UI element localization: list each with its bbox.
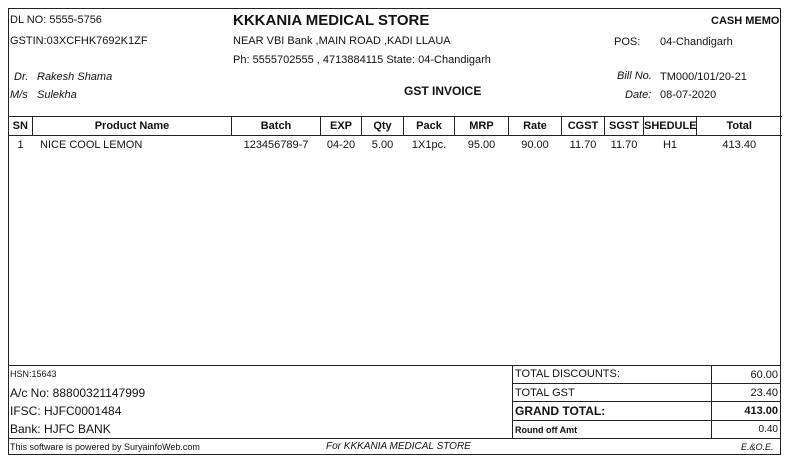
table-header-row bbox=[9, 117, 782, 136]
cell-product-name: NICE COOL LEMON bbox=[40, 139, 143, 151]
items-table bbox=[8, 116, 782, 154]
table-row bbox=[9, 136, 782, 155]
powered-by: This software is powered by SuryainfoWeb.com bbox=[10, 442, 200, 452]
pos-label: POS: bbox=[614, 36, 641, 48]
customer-label: M/s bbox=[10, 89, 28, 101]
cell-rate: 90.00 bbox=[521, 139, 549, 151]
col-header-pack: Pack bbox=[404, 117, 455, 136]
grand-total-value: 413.00 bbox=[744, 405, 778, 417]
round-off-label: Round off Amt bbox=[515, 425, 578, 435]
store-phone: Ph: 5555702555 , 4713884115 State: 04-Chandigarh bbox=[233, 54, 491, 66]
bank-name: Bank: HJFC BANK bbox=[10, 422, 111, 436]
hsn-code: HSN:15643 bbox=[10, 369, 57, 379]
cell-sgst: 11.70 bbox=[610, 139, 638, 151]
pos-value: 04-Chandigarh bbox=[660, 36, 733, 48]
footer-divider bbox=[8, 365, 781, 366]
cell-cgst: 11.70 bbox=[569, 139, 597, 151]
col-header-sn: SN bbox=[9, 117, 33, 136]
round-off-value: 0.40 bbox=[758, 424, 778, 435]
cell-pack: 1X1pc. bbox=[411, 139, 447, 151]
doctor-label: Dr. bbox=[14, 71, 29, 83]
store-name: KKKANIA MEDICAL STORE bbox=[233, 12, 430, 29]
store-address: NEAR VBI Bank ,MAIN ROAD ,KADI LLAUA bbox=[233, 35, 451, 47]
total-gst-label: TOTAL GST bbox=[515, 387, 575, 399]
bill-label: Bill No. bbox=[617, 70, 652, 82]
bill-number: TM000/101/20-21 bbox=[660, 71, 747, 83]
footer-bottom-line bbox=[8, 438, 781, 439]
cell-sn: 1 bbox=[17, 139, 24, 151]
invoice-date: 08-07-2020 bbox=[660, 89, 717, 101]
cell-total: 413.40 bbox=[722, 139, 757, 151]
cell-shedule: H1 bbox=[662, 139, 678, 151]
cell-mrp: 95.00 bbox=[467, 139, 496, 151]
cell-qty: 5.00 bbox=[371, 139, 394, 151]
total-gst-value: 23.40 bbox=[750, 387, 778, 399]
gstin: GSTIN:03XCFHK7692K1ZF bbox=[10, 35, 148, 47]
cell-exp: 04-20 bbox=[326, 139, 356, 151]
col-header-mrp: MRP bbox=[455, 117, 509, 136]
grand-total-label: GRAND TOTAL: bbox=[515, 404, 606, 418]
eoe-note: E.&O.E. bbox=[741, 442, 774, 452]
totals-row-line bbox=[512, 420, 781, 421]
dl-number: DL NO: 5555-5756 bbox=[10, 14, 102, 26]
account-number: A/c No: 88800321147999 bbox=[10, 386, 146, 400]
col-header-rate: Rate bbox=[509, 117, 562, 136]
col-header-total: Total bbox=[697, 117, 782, 136]
memo-type: CASH MEMO bbox=[711, 15, 780, 27]
total-discounts-value: 60.00 bbox=[750, 369, 778, 381]
customer-name: Sulekha bbox=[37, 89, 77, 101]
col-header-cgst: CGST bbox=[562, 117, 605, 136]
doctor-name: Rakesh Shama bbox=[37, 71, 113, 83]
col-header-batch: Batch bbox=[232, 117, 321, 136]
col-header-exp: EXP bbox=[321, 117, 362, 136]
cell-batch: 123456789-7 bbox=[243, 139, 309, 151]
invoice-title: GST INVOICE bbox=[404, 84, 482, 98]
col-header-product-name: Product Name bbox=[33, 117, 232, 136]
totals-row-line bbox=[512, 383, 781, 384]
totals-row-line bbox=[512, 401, 781, 402]
col-header-shedule: SHEDULE bbox=[644, 117, 697, 136]
date-label: Date: bbox=[625, 89, 652, 101]
for-store-signature: For KKKANIA MEDICAL STORE bbox=[326, 441, 471, 452]
col-header-sgst: SGST bbox=[605, 117, 644, 136]
total-discounts-label: TOTAL DISCOUNTS: bbox=[515, 368, 620, 380]
ifsc-code: IFSC: HJFC0001484 bbox=[10, 404, 122, 418]
col-header-qty: Qty bbox=[362, 117, 404, 136]
